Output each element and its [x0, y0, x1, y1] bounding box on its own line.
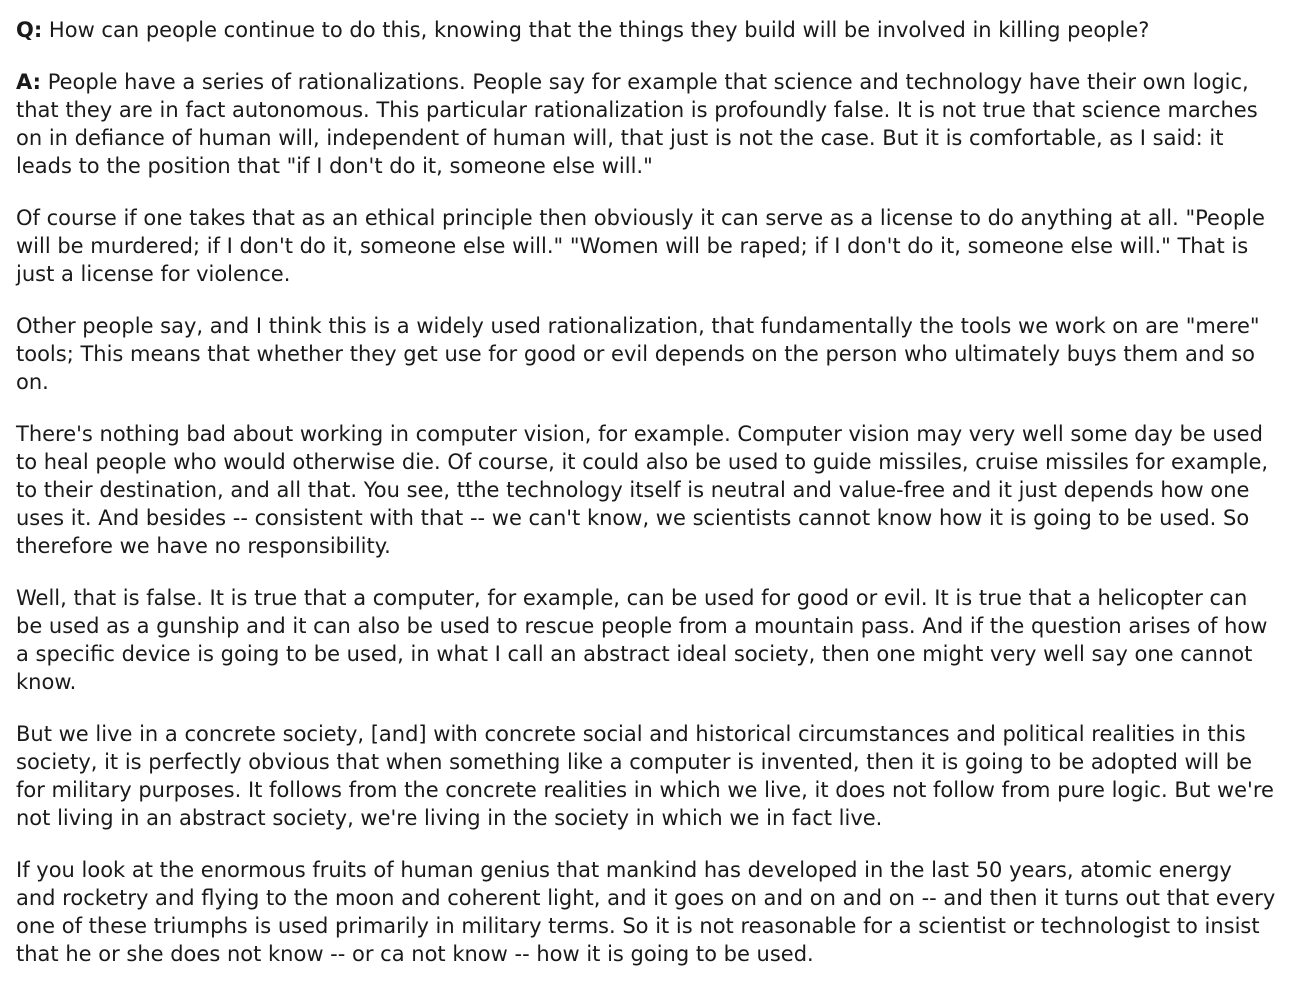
answer-paragraph-human-genius: If you look at the enormous fruits of human genius that mankind has developed in the last 50 years, atomic energy and rocketry and flying to the moon and coherent light, and it goes on and on and on -- and then it turns out that every one of these triumphs is used primarily in military terms. So it is not reasonable for a scientist or technologist to insist that he or she does not know -- or ca not know -- how it is going to be used. [16, 858, 1276, 966]
answer-text: People have a series of rationalizations. People say for example that science and technology have their own logic, that they are in fact autonomous. This particular rationalization is profoundly false. It is not true that science marches on in defiance of human will, independent of human will, that just is not the case. But it is comfortable, as I said: it leads to the position that "if I don't do it, someone else will." [16, 70, 1258, 178]
answer-paragraph-abstract-society: Well, that is false. It is true that a computer, for example, can be used for good or evil. It is true that a helicopter can be used as a gunship and it can also be used to rescue people from a mountain pass. And if the question arises of how a specific device is going to be used, in what I call an abstract ideal society, then one might very well say one cannot know. [16, 586, 1268, 694]
answer-label: A: [16, 70, 42, 94]
answer-paragraph-license: Of course if one takes that as an ethical principle then obviously it can serve as a license to do anything at all. "People will be murdered; if I don't do it, someone else will." "Women will be raped; if I don't do it, someone else will." That is just a license for violence. [16, 206, 1265, 286]
answer-paragraph-mere-tools: Other people say, and I think this is a widely used rationalization, that fundamentally the tools we work on are "mere" tools; This means that whether they get use for good or evil depends on the person who ultimately buys them and so on. [16, 314, 1260, 394]
answer-paragraph-computer-vision: There's nothing bad about working in computer vision, for example. Computer vision may very well some day be used to heal people who would otherwise die. Of course, it could also be used to guide missiles, cruise missiles for example, to their destination, and all that. You see, tthe technology itself is neutral and value-free and it just depends how one uses it. And besides -- consistent with that -- we can't know, we scientists cannot know how it is going to be used. So therefore we have no responsibility. [16, 422, 1269, 558]
question-text: How can people continue to do this, knowing that the things they build will be involved in killing people? [42, 18, 1150, 42]
interview-document [16, 16, 1278, 968]
question-paragraph [16, 16, 1278, 44]
answer-paragraph-concrete-society: But we live in a concrete society, [and] with concrete social and historical circumstances and political realities in this society, it is perfectly obvious that when something like a computer is invented, then it is going to be adopted will be for military purposes. It follows from the concrete realities in which we live, it does not follow from pure logic. But we're not living in an abstract society, we're living in the society in which we in fact live. [16, 722, 1274, 830]
question-label: Q: [16, 18, 43, 42]
answer-paragraph [16, 68, 1278, 180]
